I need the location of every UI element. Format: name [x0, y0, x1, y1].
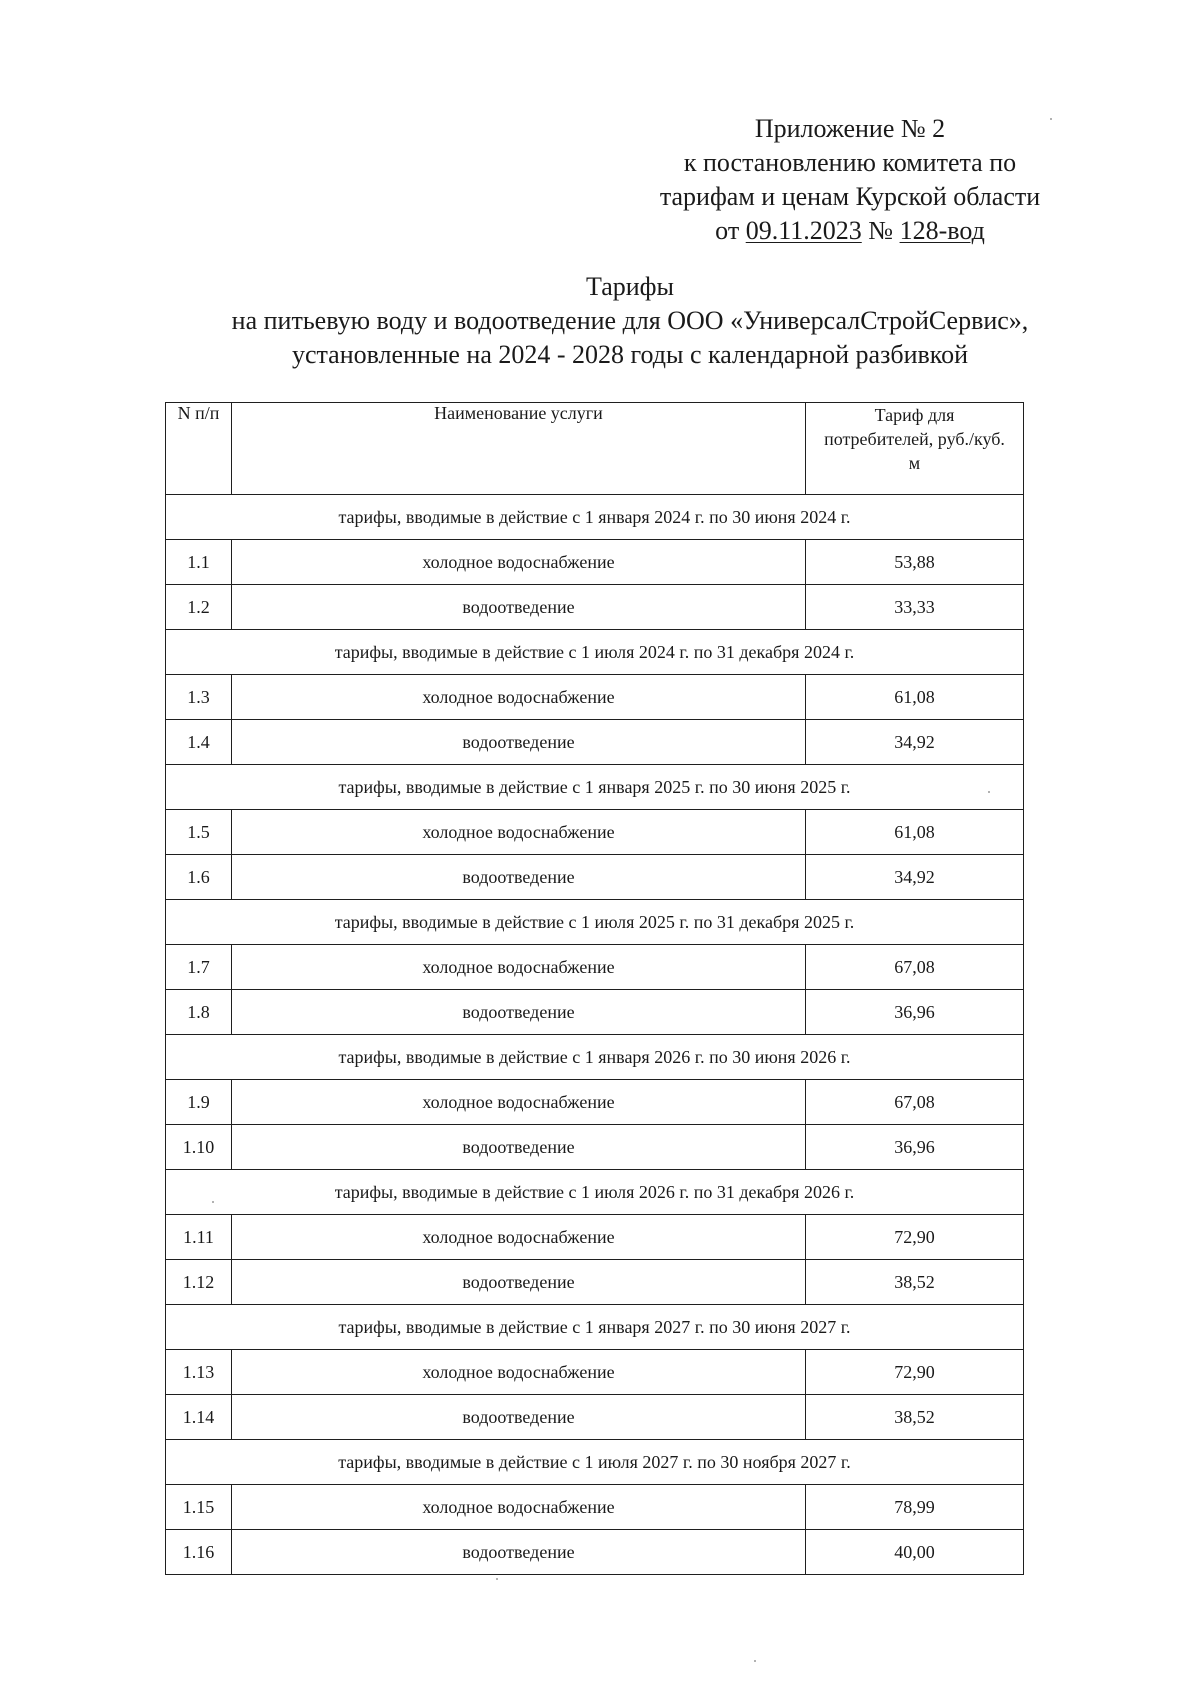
- row-number: 1.16: [166, 1530, 232, 1575]
- period-row: [166, 1440, 1024, 1485]
- tariff-value: 34,92: [806, 720, 1024, 765]
- header-service-name: Наименование услуги: [232, 403, 806, 495]
- tariff-value: 53,88: [806, 540, 1024, 585]
- row-number: 1.7: [166, 945, 232, 990]
- service-name: холодное водоснабжение: [232, 810, 806, 855]
- header-tariff-line-3: м: [908, 453, 921, 473]
- row-number: 1.8: [166, 990, 232, 1035]
- table-row: [166, 945, 1024, 990]
- header-tariff: [806, 403, 1024, 495]
- row-number: 1.2: [166, 585, 232, 630]
- tariff-value: 38,52: [806, 1395, 1024, 1440]
- tariff-value: 72,90: [806, 1215, 1024, 1260]
- tariff-table: [165, 402, 1024, 1575]
- table-header-row: [166, 403, 1024, 495]
- table-row: [166, 810, 1024, 855]
- table-row: [166, 1530, 1024, 1575]
- row-number: 1.15: [166, 1485, 232, 1530]
- service-name: водоотведение: [232, 585, 806, 630]
- period-row: [166, 630, 1024, 675]
- service-name: холодное водоснабжение: [232, 540, 806, 585]
- title-line-2: на питьевую воду и водоотведение для ООО «УниверсалСтройСервис»,: [231, 306, 1029, 335]
- period-label: тарифы, вводимые в действие с 1 июля 2027 г. по 30 ноября 2027 г.: [166, 1440, 1024, 1485]
- scan-speck: [754, 1660, 756, 1662]
- period-label: тарифы, вводимые в действие с 1 июля 2024 г. по 31 декабря 2024 г.: [166, 630, 1024, 675]
- tariff-value: 36,96: [806, 1125, 1024, 1170]
- service-name: холодное водоснабжение: [232, 1215, 806, 1260]
- appendix-number-sign: №: [868, 216, 894, 245]
- appendix-header: [600, 112, 1100, 248]
- service-name: холодное водоснабжение: [232, 1485, 806, 1530]
- scan-speck: [496, 1578, 498, 1580]
- tariff-value: 38,52: [806, 1260, 1024, 1305]
- appendix-date: 09.11.2023: [745, 216, 862, 245]
- row-number: 1.14: [166, 1395, 232, 1440]
- row-number: 1.12: [166, 1260, 232, 1305]
- period-label: тарифы, вводимые в действие с 1 января 2027 г. по 30 июня 2027 г.: [166, 1305, 1024, 1350]
- row-number: 1.9: [166, 1080, 232, 1125]
- period-label: тарифы, вводимые в действие с 1 января 2026 г. по 30 июня 2026 г.: [166, 1035, 1024, 1080]
- header-tariff-line-2: потребителей, руб./куб.: [824, 429, 1005, 449]
- title-line-3: установленные на 2024 - 2028 годы с календарной разбивкой: [291, 340, 969, 369]
- header-tariff-line-1: Тариф для: [874, 405, 955, 425]
- service-name: холодное водоснабжение: [232, 945, 806, 990]
- service-name: водоотведение: [232, 1530, 806, 1575]
- service-name: водоотведение: [232, 1125, 806, 1170]
- service-name: водоотведение: [232, 720, 806, 765]
- row-number: 1.4: [166, 720, 232, 765]
- service-name: водоотведение: [232, 990, 806, 1035]
- table-row: [166, 1080, 1024, 1125]
- table-row: [166, 585, 1024, 630]
- table-row: [166, 1395, 1024, 1440]
- row-number: 1.3: [166, 675, 232, 720]
- tariff-value: 61,08: [806, 810, 1024, 855]
- tariff-value: 34,92: [806, 855, 1024, 900]
- period-row: [166, 1170, 1024, 1215]
- tariff-value: 61,08: [806, 675, 1024, 720]
- period-row: [166, 1305, 1024, 1350]
- appendix-line-4: [600, 214, 1100, 248]
- title-line-1: Тарифы: [585, 272, 674, 301]
- service-name: холодное водоснабжение: [232, 1080, 806, 1125]
- table-row: [166, 1350, 1024, 1395]
- service-name: водоотведение: [232, 855, 806, 900]
- appendix-from: от: [715, 216, 740, 245]
- row-number: 1.11: [166, 1215, 232, 1260]
- scan-speck: [212, 1201, 214, 1203]
- document-title: [150, 270, 1110, 372]
- tariff-value: 72,90: [806, 1350, 1024, 1395]
- table-row: [166, 1260, 1024, 1305]
- appendix-line-2: к постановлению комитета по: [683, 148, 1017, 177]
- service-name: водоотведение: [232, 1260, 806, 1305]
- table-row: [166, 990, 1024, 1035]
- tariff-value: 36,96: [806, 990, 1024, 1035]
- row-number: 1.13: [166, 1350, 232, 1395]
- period-row: [166, 900, 1024, 945]
- header-num: N п/п: [166, 403, 232, 495]
- tariff-table-body: [166, 495, 1024, 1575]
- table-row: [166, 1485, 1024, 1530]
- scan-speck: [988, 791, 990, 793]
- period-row: [166, 765, 1024, 810]
- period-label: тарифы, вводимые в действие с 1 января 2025 г. по 30 июня 2025 г.: [166, 765, 1024, 810]
- period-row: [166, 495, 1024, 540]
- period-label: тарифы, вводимые в действие с 1 июля 2025 г. по 31 декабря 2025 г.: [166, 900, 1024, 945]
- tariff-value: 40,00: [806, 1530, 1024, 1575]
- appendix-line-1: Приложение № 2: [754, 114, 946, 143]
- row-number: 1.5: [166, 810, 232, 855]
- table-row: [166, 1215, 1024, 1260]
- appendix-doc-number: 128-вод: [899, 216, 985, 245]
- period-label: тарифы, вводимые в действие с 1 января 2024 г. по 30 июня 2024 г.: [166, 495, 1024, 540]
- table-row: [166, 1125, 1024, 1170]
- scan-speck: [1050, 118, 1052, 120]
- table-row: [166, 855, 1024, 900]
- row-number: 1.10: [166, 1125, 232, 1170]
- tariff-value: 67,08: [806, 945, 1024, 990]
- tariff-value: 78,99: [806, 1485, 1024, 1530]
- tariff-value: 67,08: [806, 1080, 1024, 1125]
- appendix-line-3: тарифам и ценам Курской области: [659, 182, 1041, 211]
- table-row: [166, 540, 1024, 585]
- table-row: [166, 720, 1024, 765]
- service-name: холодное водоснабжение: [232, 1350, 806, 1395]
- period-label: тарифы, вводимые в действие с 1 июля 2026 г. по 31 декабря 2026 г.: [166, 1170, 1024, 1215]
- table-row: [166, 675, 1024, 720]
- row-number: 1.6: [166, 855, 232, 900]
- service-name: водоотведение: [232, 1395, 806, 1440]
- tariff-value: 33,33: [806, 585, 1024, 630]
- row-number: 1.1: [166, 540, 232, 585]
- service-name: холодное водоснабжение: [232, 675, 806, 720]
- period-row: [166, 1035, 1024, 1080]
